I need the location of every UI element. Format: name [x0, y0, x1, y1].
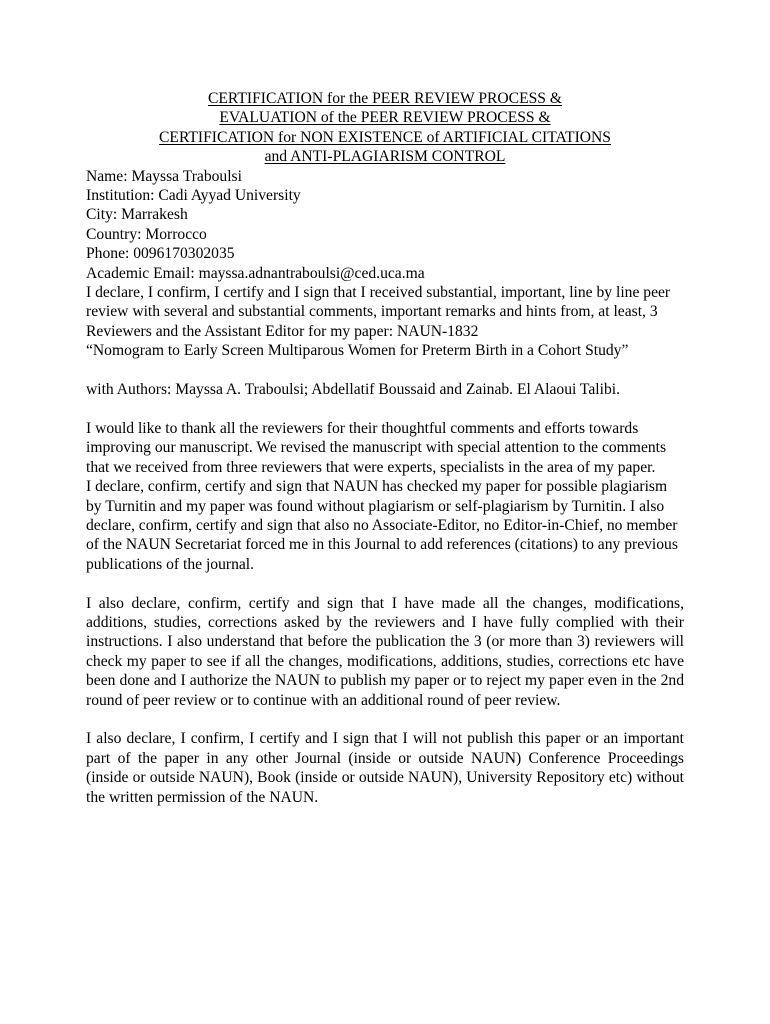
certification-document: [86, 89, 684, 807]
phone-line: Phone: 0096170302035: [86, 245, 235, 263]
city-line: City: Marrakesh: [86, 206, 188, 224]
plagiarism-paragraph: I declare, confirm, certify and sign that NAUN has checked my paper for possible plagiarism by Turnitin and my paper was found without plagiarism or self-plagiarism by Turnitin. I also declare, confirm, certify and sign that also no Associate-Editor, no Editor-in-Chief, no member of the NAUN Secretariat forced me in this Journal to add references (citations) to any previous publications of the journal.: [86, 478, 678, 573]
thanks-paragraph: I would like to thank all the reviewers for their thoughtful comments and efforts towards improving our manuscript. We revised the manuscript with special attention to the comments that we received from three reviewers that were experts, specialists in the area of my paper.: [86, 419, 667, 476]
country-line: Country: Morrocco: [86, 225, 207, 243]
title-line-1: CERTIFICATION for the PEER REVIEW PROCESS &: [208, 90, 562, 107]
changes-paragraph: I also declare, confirm, certify and sign that I have made all the changes, modifications, additions, studies, corrections asked by the reviewers and I have fully complied with their instructions. I also understand that before the publication the 3 (or more than 3) reviewers will check my paper to see if all the changes, modifications, additions, studies, corrections etc have been done and I authorize the NAUN to publish my paper or to reject my paper even in the 2nd round of peer review or to continue with an additional round of peer review.: [86, 594, 684, 709]
paper-title: “Nomogram to Early Screen Multiparous Women for Preterm Birth in a Cohort Study”: [86, 342, 629, 360]
institution-line: Institution: Cadi Ayyad University: [86, 187, 301, 205]
name-line: Name: Mayssa Traboulsi: [86, 167, 242, 185]
authors-line: with Authors: Mayssa A. Traboulsi; Abdellatif Boussaid and Zainab. El Alaoui Talibi.: [86, 381, 620, 399]
author-info: [86, 167, 684, 283]
title-line-2: EVALUATION of the PEER REVIEW PROCESS &: [219, 109, 551, 127]
title-line-4: and ANTI-PLAGIARISM CONTROL: [264, 148, 506, 166]
document-title: [86, 89, 684, 167]
no-publish-paragraph: I also declare, I confirm, I certify and I sign that I will not publish this paper or an important part of the paper in any other Journal (inside or outside NAUN) Conference Proceedings (inside or outside NAUN), Book (inside or outside NAUN), University Repository etc) without the written permission of the NAUN.: [86, 730, 684, 806]
declaration-received-paragraph: I declare, I confirm, I certify and I sign that I received substantial, important, line by line peer review with several and substantial comments, important remarks and hints from, at least, 3 Reviewers and the Assistant Editor for my paper: NAUN-1832: [86, 284, 671, 340]
title-line-3: CERTIFICATION for NON EXISTENCE of ARTIFICIAL CITATIONS: [159, 128, 611, 146]
email-line: Academic Email: mayssa.adnantraboulsi@ced.uca.ma: [86, 264, 425, 282]
